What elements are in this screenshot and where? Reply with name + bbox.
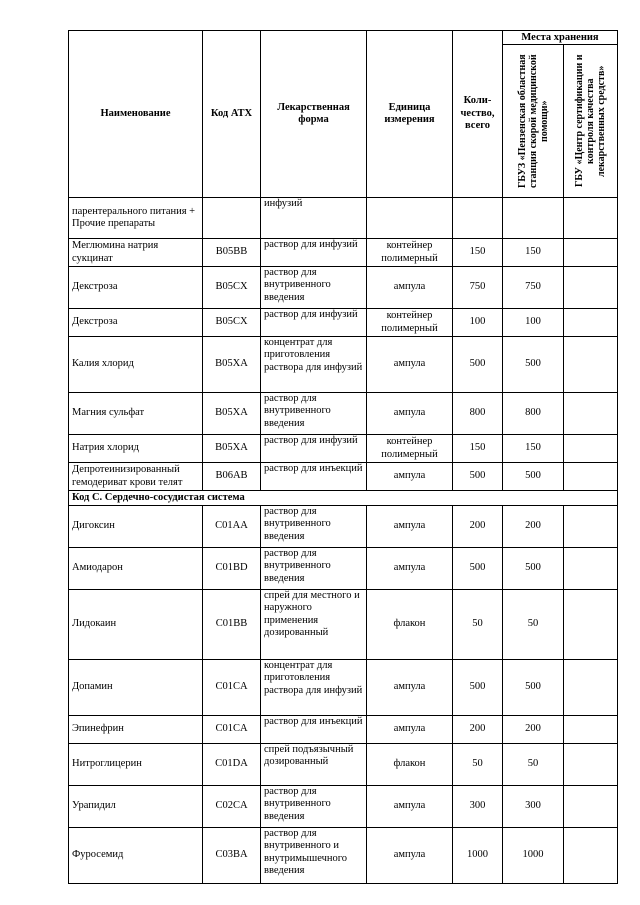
row-dosage-form: раствор для внутривенного введения (261, 548, 367, 590)
row-quantity: 200 (453, 506, 503, 548)
row-storage-1: 500 (503, 660, 564, 716)
row-unit: флакон (367, 744, 453, 786)
row-storage-1: 500 (503, 463, 564, 491)
row-dosage-form: раствор для инъекций (261, 716, 367, 744)
row-dosage-form: спрей подъязычный дозированный (261, 744, 367, 786)
header-storage-1-label: ГБУЗ «Пензенская областная станция скорой медицинской помощи» (516, 54, 550, 188)
row-storage-2 (564, 828, 618, 884)
row-atc-code: B05CX (203, 267, 261, 309)
table-row (69, 744, 618, 786)
row-storage-1: 300 (503, 786, 564, 828)
row-storage-2 (564, 548, 618, 590)
row-quantity: 300 (453, 786, 503, 828)
row-quantity: 500 (453, 660, 503, 716)
row-storage-2 (564, 337, 618, 393)
row-storage-1: 150 (503, 239, 564, 267)
row-name: Допамин (69, 660, 203, 716)
row-dosage-form: раствор для инфузий (261, 435, 367, 463)
row-storage-1: 100 (503, 309, 564, 337)
row-quantity: 150 (453, 239, 503, 267)
row-storage-1: 500 (503, 548, 564, 590)
row-unit: флакон (367, 590, 453, 660)
row-quantity (453, 198, 503, 239)
table-row (69, 393, 618, 435)
row-atc-code: B05BB (203, 239, 261, 267)
table-row (69, 463, 618, 491)
header-unit: Единица измерения (367, 31, 453, 198)
table-row (69, 309, 618, 337)
row-atc-code: C02CA (203, 786, 261, 828)
row-storage-1: 150 (503, 435, 564, 463)
row-unit: ампула (367, 548, 453, 590)
header-atc-code: Код АТХ (203, 31, 261, 198)
row-quantity: 50 (453, 744, 503, 786)
row-dosage-form: раствор для внутривенного введения (261, 267, 367, 309)
row-quantity: 500 (453, 463, 503, 491)
row-unit: ампула (367, 393, 453, 435)
row-storage-1: 50 (503, 590, 564, 660)
header-name: Наименование (69, 31, 203, 198)
row-dosage-form: раствор для внутривенного введения (261, 393, 367, 435)
header-storage-1 (503, 45, 564, 198)
row-dosage-form: раствор для инфузий (261, 239, 367, 267)
table-body (69, 198, 618, 884)
row-name: Меглюмина натрия сукцинат (69, 239, 203, 267)
header-storage-2-label: ГБУ «Центр сертификации и контроля качества лекарственных средств» (574, 54, 607, 188)
row-storage-1: 200 (503, 716, 564, 744)
row-dosage-form: раствор для инфузий (261, 309, 367, 337)
header-dosage-form: Лекарственная форма (261, 31, 367, 198)
row-quantity: 200 (453, 716, 503, 744)
table-row (69, 198, 618, 239)
row-name: Декстроза (69, 267, 203, 309)
row-storage-1: 50 (503, 744, 564, 786)
row-storage-1: 200 (503, 506, 564, 548)
medications-table (68, 30, 618, 884)
row-unit: ампула (367, 660, 453, 716)
row-unit: контейнер полимерный (367, 239, 453, 267)
table-row (69, 337, 618, 393)
row-unit: контейнер полимерный (367, 309, 453, 337)
row-name: Натрия хлорид (69, 435, 203, 463)
row-atc-code: B05XA (203, 337, 261, 393)
header-storage-2 (564, 45, 618, 198)
row-unit: ампула (367, 828, 453, 884)
row-name: Нитроглицерин (69, 744, 203, 786)
row-quantity: 1000 (453, 828, 503, 884)
row-atc-code: B05XA (203, 393, 261, 435)
table-row (69, 267, 618, 309)
row-dosage-form: раствор для инъекций (261, 463, 367, 491)
table-row (69, 590, 618, 660)
row-name: парентерального питания + Прочие препараты (69, 198, 203, 239)
row-storage-1 (503, 198, 564, 239)
row-atc-code: B05XA (203, 435, 261, 463)
row-quantity: 800 (453, 393, 503, 435)
row-dosage-form: раствор для внутривенного введения (261, 786, 367, 828)
row-storage-2 (564, 435, 618, 463)
row-dosage-form: спрей для местного и наружного применения дозированный (261, 590, 367, 660)
row-dosage-form: раствор для внутривенного и внутримышечного введения (261, 828, 367, 884)
table-row (69, 660, 618, 716)
table-row (69, 716, 618, 744)
row-storage-2 (564, 506, 618, 548)
row-name: Урапидил (69, 786, 203, 828)
section-row (69, 491, 618, 506)
row-unit: ампула (367, 716, 453, 744)
table-row (69, 828, 618, 884)
row-dosage-form: концентрат для приготовления раствора для инфузий (261, 337, 367, 393)
row-name: Калия хлорид (69, 337, 203, 393)
table-row (69, 786, 618, 828)
row-name: Дигоксин (69, 506, 203, 548)
row-storage-1: 800 (503, 393, 564, 435)
table-row (69, 506, 618, 548)
row-name: Лидокаин (69, 590, 203, 660)
table-row (69, 548, 618, 590)
row-name: Эпинефрин (69, 716, 203, 744)
row-name: Депротеинизированный гемодериват крови телят (69, 463, 203, 491)
row-storage-2 (564, 590, 618, 660)
row-dosage-form: инфузий (261, 198, 367, 239)
row-atc-code: C01BB (203, 590, 261, 660)
row-name: Амиодарон (69, 548, 203, 590)
row-unit: контейнер полимерный (367, 435, 453, 463)
row-quantity: 500 (453, 337, 503, 393)
row-storage-2 (564, 198, 618, 239)
row-name: Декстроза (69, 309, 203, 337)
row-storage-2 (564, 463, 618, 491)
row-unit: ампула (367, 463, 453, 491)
row-unit: ампула (367, 786, 453, 828)
row-storage-1: 500 (503, 337, 564, 393)
row-unit (367, 198, 453, 239)
section-heading: Код С. Сердечно-сосудистая система (69, 491, 618, 506)
row-name: Фуросемид (69, 828, 203, 884)
row-storage-1: 750 (503, 267, 564, 309)
row-quantity: 500 (453, 548, 503, 590)
row-quantity: 750 (453, 267, 503, 309)
row-storage-2 (564, 239, 618, 267)
row-atc-code: C01AA (203, 506, 261, 548)
header-quantity: Коли-чество, всего (453, 31, 503, 198)
table-row (69, 435, 618, 463)
row-quantity: 50 (453, 590, 503, 660)
row-storage-1: 1000 (503, 828, 564, 884)
row-storage-2 (564, 393, 618, 435)
row-dosage-form: раствор для внутривенного введения (261, 506, 367, 548)
table-row (69, 239, 618, 267)
row-storage-2 (564, 309, 618, 337)
row-quantity: 150 (453, 435, 503, 463)
row-atc-code: B05CX (203, 309, 261, 337)
row-storage-2 (564, 660, 618, 716)
row-storage-2 (564, 716, 618, 744)
row-storage-2 (564, 267, 618, 309)
row-storage-2 (564, 786, 618, 828)
row-atc-code: C03BA (203, 828, 261, 884)
row-atc-code: C01CA (203, 660, 261, 716)
table-header (69, 31, 618, 198)
row-dosage-form: концентрат для приготовления раствора для инфузий (261, 660, 367, 716)
row-atc-code: C01BD (203, 548, 261, 590)
row-storage-2 (564, 744, 618, 786)
row-unit: ампула (367, 267, 453, 309)
header-storage-places: Места хранения (503, 31, 618, 45)
row-name: Магния сульфат (69, 393, 203, 435)
row-atc-code: C01DA (203, 744, 261, 786)
row-unit: ампула (367, 506, 453, 548)
row-atc-code (203, 198, 261, 239)
row-quantity: 100 (453, 309, 503, 337)
row-unit: ампула (367, 337, 453, 393)
row-atc-code: B06AB (203, 463, 261, 491)
row-atc-code: C01CA (203, 716, 261, 744)
